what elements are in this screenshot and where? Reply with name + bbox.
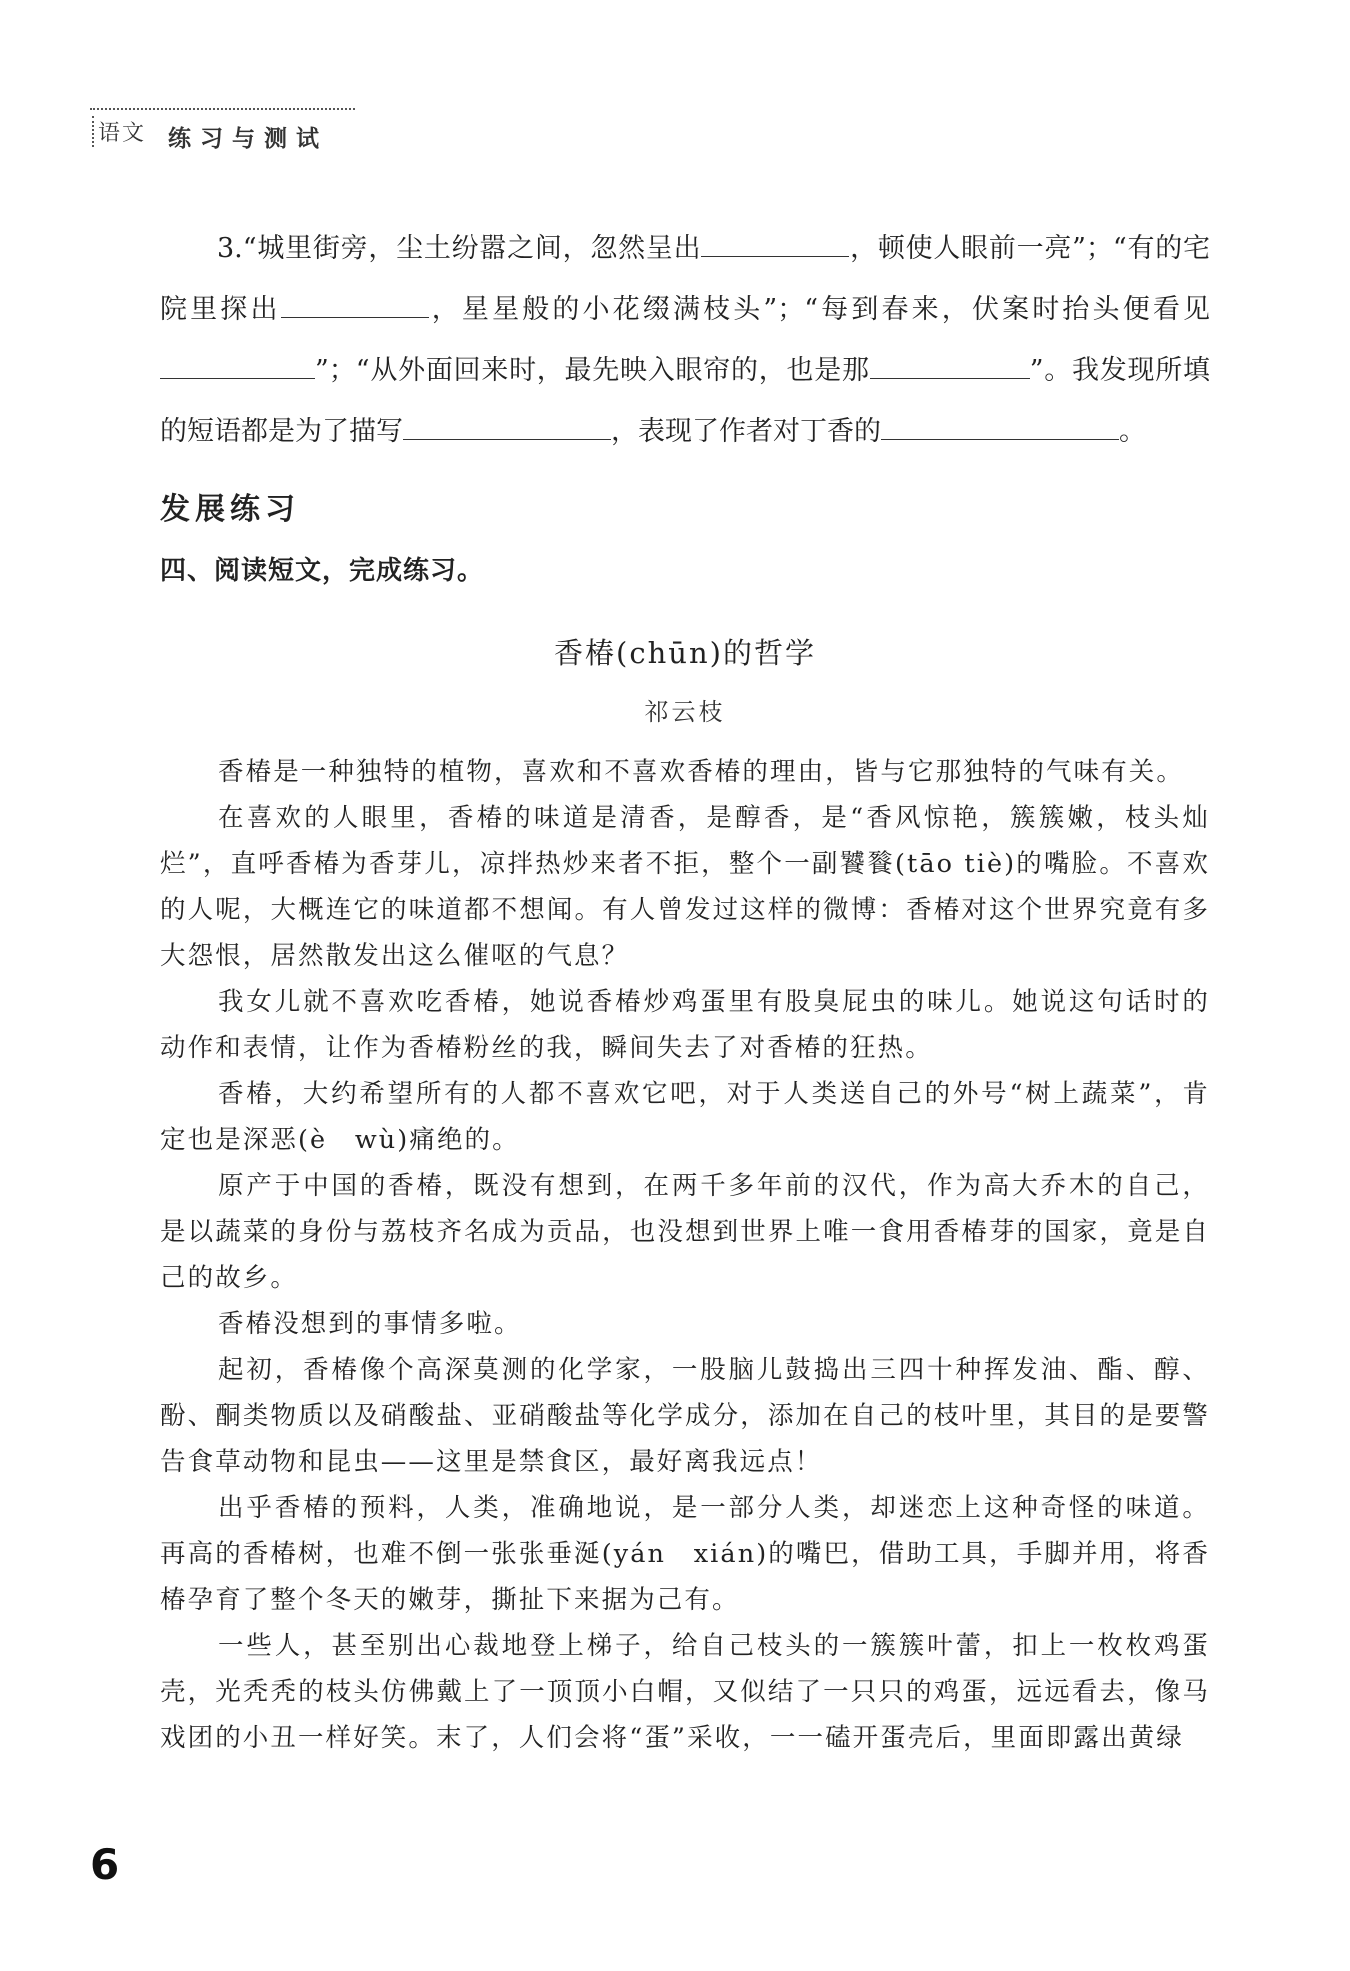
article-title: 香椿(chūn)的哲学 (554, 636, 816, 670)
page-content (160, 218, 1210, 1761)
q3-text-2: ，顿使人眼前一亮”；“有的宅院里探出 (160, 233, 1210, 325)
page-header (90, 108, 355, 150)
section-title: 发展练习 (160, 492, 300, 527)
article-paragraph: 香椿没想到的事情多啦。 (218, 1309, 522, 1339)
q3-text-4: ”；“从外面回来时，最先映入眼帘的，也是那 (315, 355, 870, 386)
answer-blank-3[interactable] (160, 356, 315, 379)
q3-text-1: 3.“城里街旁，尘土纷嚣之间，忽然呈出 (217, 233, 702, 264)
answer-blank-2[interactable] (281, 295, 429, 318)
q3-text-7: 。 (1119, 416, 1146, 447)
article-paragraph: 出乎香椿的预料，人类，准确地说，是一部分人类，却迷恋上这种奇怪的味道。再高的香椿树，也难不倒一张张垂涎(yán xián)的嘴巴，借助工具，手脚并用，将香椿孕育了整个冬天的嫩芽，撕扯下来据为己有。 (160, 1493, 1210, 1615)
subject-label: 语文 (92, 116, 146, 147)
q3-text-6: ，表现了作者对丁香的 (611, 416, 881, 447)
answer-blank-4[interactable] (870, 356, 1030, 379)
q3-text-5: ”。我发现所填的短语都是为了描写 (160, 355, 1210, 447)
article-paragraph: 原产于中国的香椿，既没有想到，在两千多年前的汉代，作为高大乔木的自己，是以蔬菜的身份与荔枝齐名成为贡品，也没想到世界上唯一食用香椿芽的国家，竟是自己的故乡。 (160, 1171, 1210, 1293)
article-paragraph: 在喜欢的人眼里，香椿的味道是清香，是醇香，是“香风惊艳，簇簇嫩，枝头灿烂”，直呼香椿为香芽儿，凉拌热炒来者不拒，整个一副饕餮(tāo tiè)的嘴脸。不喜欢的人呢，大概连它的味道都不想闻。有人曾发过这样的微博：香椿对这个世界究竟有多大怨恨，居然散发出这么催呕的气息？ (160, 803, 1210, 971)
article-author: 祁云枝 (644, 698, 726, 726)
answer-blank-6[interactable] (881, 417, 1119, 440)
article-paragraph: 我女儿就不喜欢吃香椿，她说香椿炒鸡蛋里有股臭屁虫的味儿。她说这句话时的动作和表情，让作为香椿粉丝的我，瞬间失去了对香椿的狂热。 (160, 987, 1210, 1063)
question-3 (160, 218, 1210, 462)
article-paragraph: 香椿是一种独特的植物，喜欢和不喜欢香椿的理由，皆与它那独特的气味有关。 (218, 757, 1185, 787)
article-paragraph: 香椿，大约希望所有的人都不喜欢它吧，对于人类送自己的外号“树上蔬菜”，肯定也是深恶(è wù)痛绝的。 (160, 1079, 1210, 1155)
article-paragraph: 起初，香椿像个高深莫测的化学家，一股脑儿鼓捣出三四十种挥发油、酯、醇、酚、酮类物质以及硝酸盐、亚硝酸盐等化学成分，添加在自己的枝叶里，其目的是要警告食草动物和昆虫——这里是禁食区，最好离我远点！ (160, 1355, 1210, 1477)
page-number: 6 (90, 1840, 120, 1889)
header-dotted-rule (90, 108, 355, 110)
article-paragraph: 一些人，甚至别出心裁地登上梯子，给自己枝头的一簇簇叶蕾，扣上一枚枚鸡蛋壳，光秃秃的枝头仿佛戴上了一顶顶小白帽，又似结了一只只的鸡蛋，远远看去，像马戏团的小丑一样好笑。末了，人们会将“蛋”采收，一一磕开蛋壳后，里面即露出黄绿 (160, 1631, 1210, 1753)
book-title: 练习与测试 (168, 126, 328, 152)
answer-blank-5[interactable] (403, 417, 611, 440)
task-instruction: 四、阅读短文，完成练习。 (160, 556, 485, 586)
q3-text-3: ，星星般的小花缀满枝头”；“每到春来，伏案时抬头便看见 (428, 294, 1210, 325)
answer-blank-1[interactable] (701, 234, 849, 257)
